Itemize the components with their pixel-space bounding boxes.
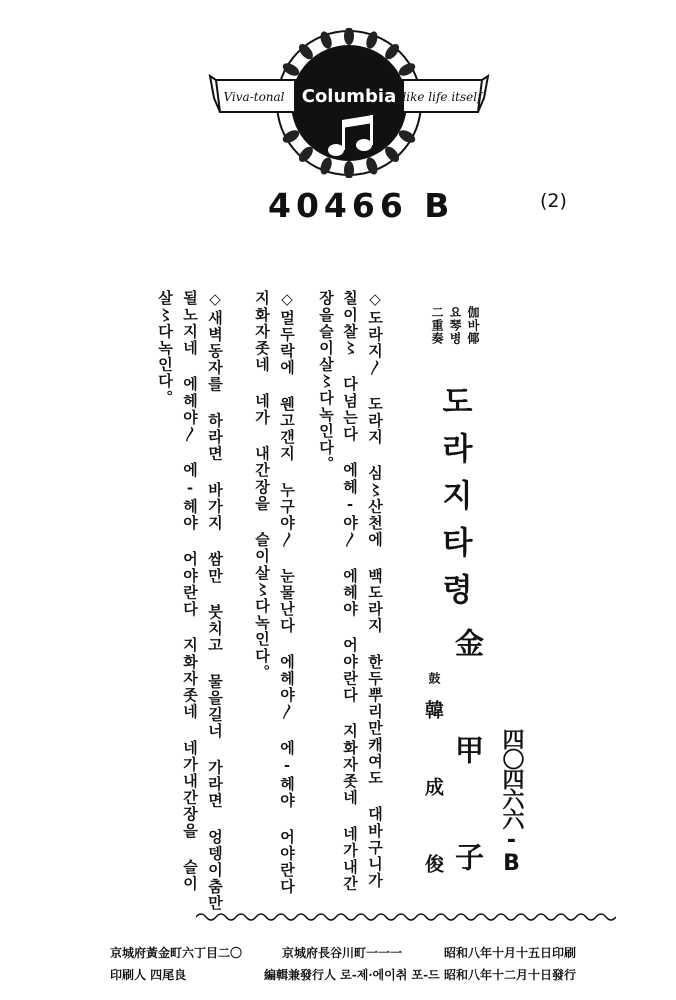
lyric-line-8: 살〻다녹인다。 xyxy=(156,290,174,407)
logo-left-text: Viva-tonal xyxy=(223,90,285,104)
lyric-line-7: 될노지네 에헤야〳 에-헤야 어야란다 지화자좃네 네가내간장을 슬이 xyxy=(181,290,199,892)
drum-label: 鼓 xyxy=(427,672,441,684)
footer-address-1: 京城府長谷川町一一一 xyxy=(282,946,403,960)
lyric-line-1: ◇도라지〳 도라지 심〻산천에 백도라지 한두뿌리만캐여도 대바구니가 xyxy=(366,290,384,889)
lyric-line-3: 장을슬이살〻다녹인다。 xyxy=(317,290,335,473)
catalog-vertical: 四〇四六六-B xyxy=(499,728,524,874)
side-number: (2) xyxy=(540,190,567,212)
footer-address-2: 京城府黃金町六丁目二〇 xyxy=(110,946,243,960)
genre-col-3: 二重奏 xyxy=(430,306,444,345)
logo-brand: Columbia xyxy=(301,86,397,107)
footer-issued-date: 昭和八年十二月十日發行 xyxy=(444,968,577,982)
lyric-line-5: 지화자좃네 네가 내간장을 슬이살〻다녹인다。 xyxy=(253,290,271,681)
performer-drum: 韓 成 俊 xyxy=(422,700,444,891)
genre-col-2: 요琴병 xyxy=(448,306,462,345)
columbia-logo xyxy=(208,28,490,178)
lyric-line-2: 칠이찰〻 다넘는다 에헤-야〳 에헤야 어야란다 지화자좃네 네가내간 xyxy=(341,290,359,892)
genre-col-1: 伽바倻 xyxy=(466,306,480,345)
wavy-divider xyxy=(196,910,616,924)
footer-printer: 印刷人 四尾良 xyxy=(110,968,187,982)
footer-publisher: 編輯兼發行人 로-제·에이취 포-드 xyxy=(264,968,440,982)
song-title: 도라지타령 xyxy=(436,385,472,620)
lyric-line-6: ◇새벽동자를 하라면 바가지 쌈만 붓치고 물을길너 가라면 엉뎅이춤만 xyxy=(206,290,224,912)
catalog-number: 40466 B xyxy=(268,186,455,225)
footer-printed-date: 昭和八年十月十五日印刷 xyxy=(444,946,577,960)
lyric-line-4: ◇멀두락에 웬고갠지 누구야〳 눈물난다 에헤야〳 에-헤야 어야란다 xyxy=(278,290,296,895)
logo-right-text: like life itself xyxy=(402,90,482,104)
performer-main: 金 甲 子 xyxy=(451,628,485,893)
